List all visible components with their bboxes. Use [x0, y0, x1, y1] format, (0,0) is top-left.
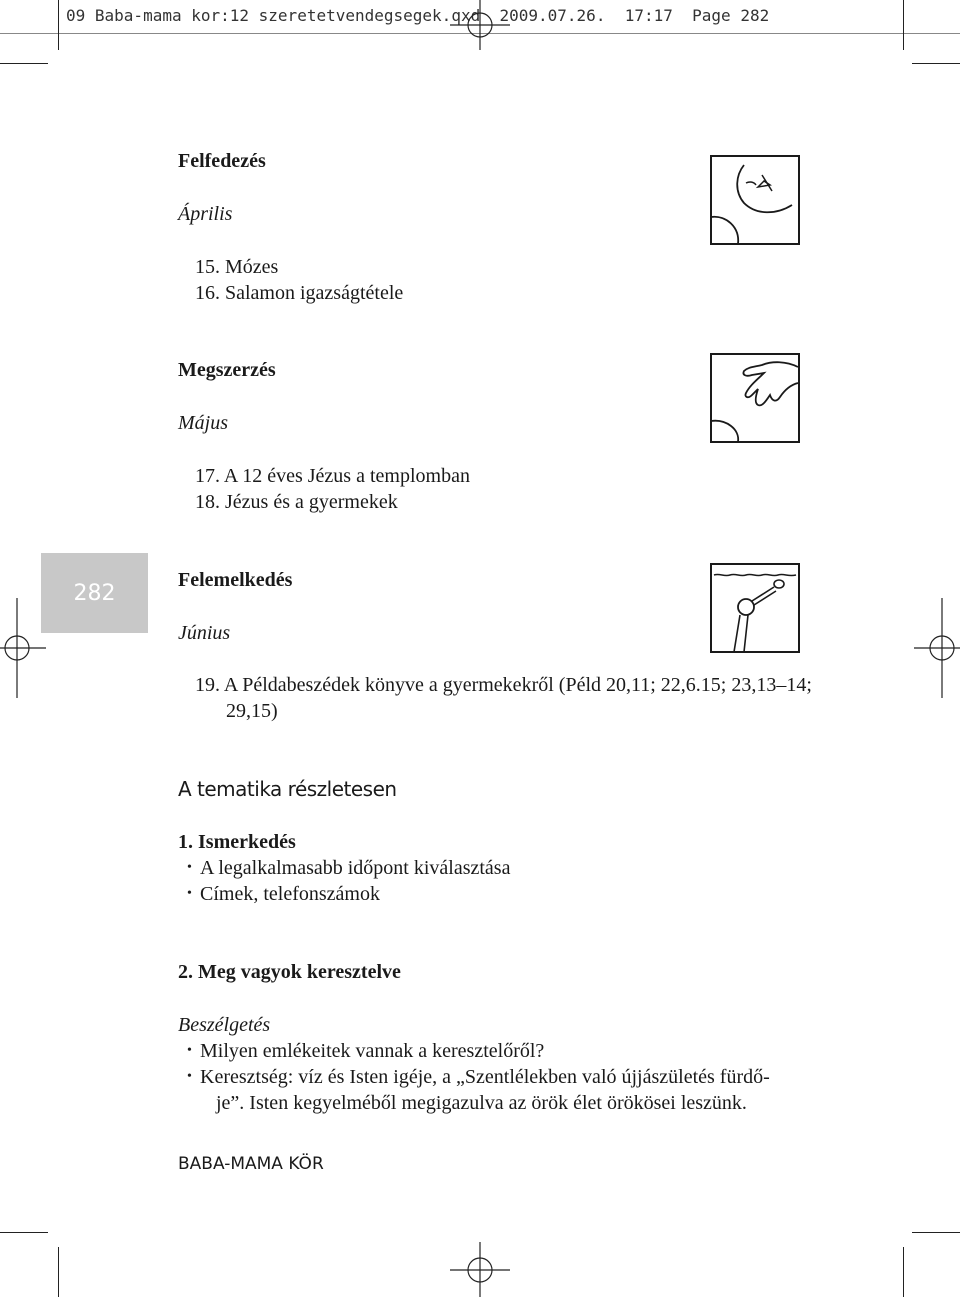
reaching-figure-icon [710, 563, 800, 653]
list-item: 17. A 12 éves Jézus a templomban [195, 465, 470, 487]
bullet-item: • Keresztség: víz és Isten igéje, a „Szentlélekben való újjászületés fürdő- [200, 1064, 770, 1090]
bullet-item: • A legalkalmasabb időpont kiválasztása [200, 855, 510, 881]
registration-mark-bottom [450, 1242, 510, 1297]
section-title: Felemelkedés [178, 569, 293, 591]
page-number: 282 [73, 580, 116, 606]
crop-mark [903, 1247, 904, 1297]
crop-mark [58, 0, 59, 50]
face-icon [710, 155, 800, 245]
slug-page: Page 282 [692, 6, 770, 25]
hand-icon [710, 353, 800, 443]
bullet-item: • Címek, telefonszámok [200, 881, 380, 907]
list-item: 19. A Példabeszédek könyve a gyermekekről (Péld 20,11; 22,6.15; 23,13–14; [195, 674, 812, 696]
crop-mark [58, 1247, 59, 1297]
crop-mark [0, 1232, 48, 1233]
section-month: Június [178, 622, 231, 644]
page-number-tab [41, 553, 148, 633]
list-item: 18. Jézus és a gyermekek [195, 491, 398, 513]
slug-filename: 09 Baba-mama kor:12 szeretetvendegsegek.qxd [66, 6, 481, 25]
crop-mark [912, 1232, 960, 1233]
list-item: 16. Salamon igazságtétele [195, 282, 404, 304]
slug-date: 2009.07.26. [499, 6, 606, 25]
crop-mark [903, 0, 904, 50]
bullet-continuation: je”. Isten kegyelméből megigazulva az örök élet örökösei leszünk. [216, 1092, 747, 1114]
section-month: Május [178, 412, 228, 434]
list-item-continuation: 29,15) [226, 700, 278, 722]
part-title: 1. Ismerkedés [178, 831, 296, 853]
page-footer: BABA-MAMA KÖR [178, 1154, 324, 1174]
details-heading: A tematika részletesen [178, 777, 397, 801]
slug-time: 17:17 [624, 6, 673, 25]
crop-mark [912, 63, 960, 64]
crop-mark [0, 63, 48, 64]
registration-mark-right [912, 598, 960, 698]
part-title: 2. Meg vagyok keresztelve [178, 961, 401, 983]
part-subtitle: Beszélgetés [178, 1014, 271, 1036]
section-title: Felfedezés [178, 150, 266, 172]
section-title: Megszerzés [178, 359, 276, 381]
bullet-item: • Milyen emlékeitek vannak a keresztelőről? [200, 1038, 544, 1064]
section-month: Április [178, 203, 233, 225]
registration-mark-top [450, 0, 510, 50]
list-item: 15. Mózes [195, 256, 279, 278]
